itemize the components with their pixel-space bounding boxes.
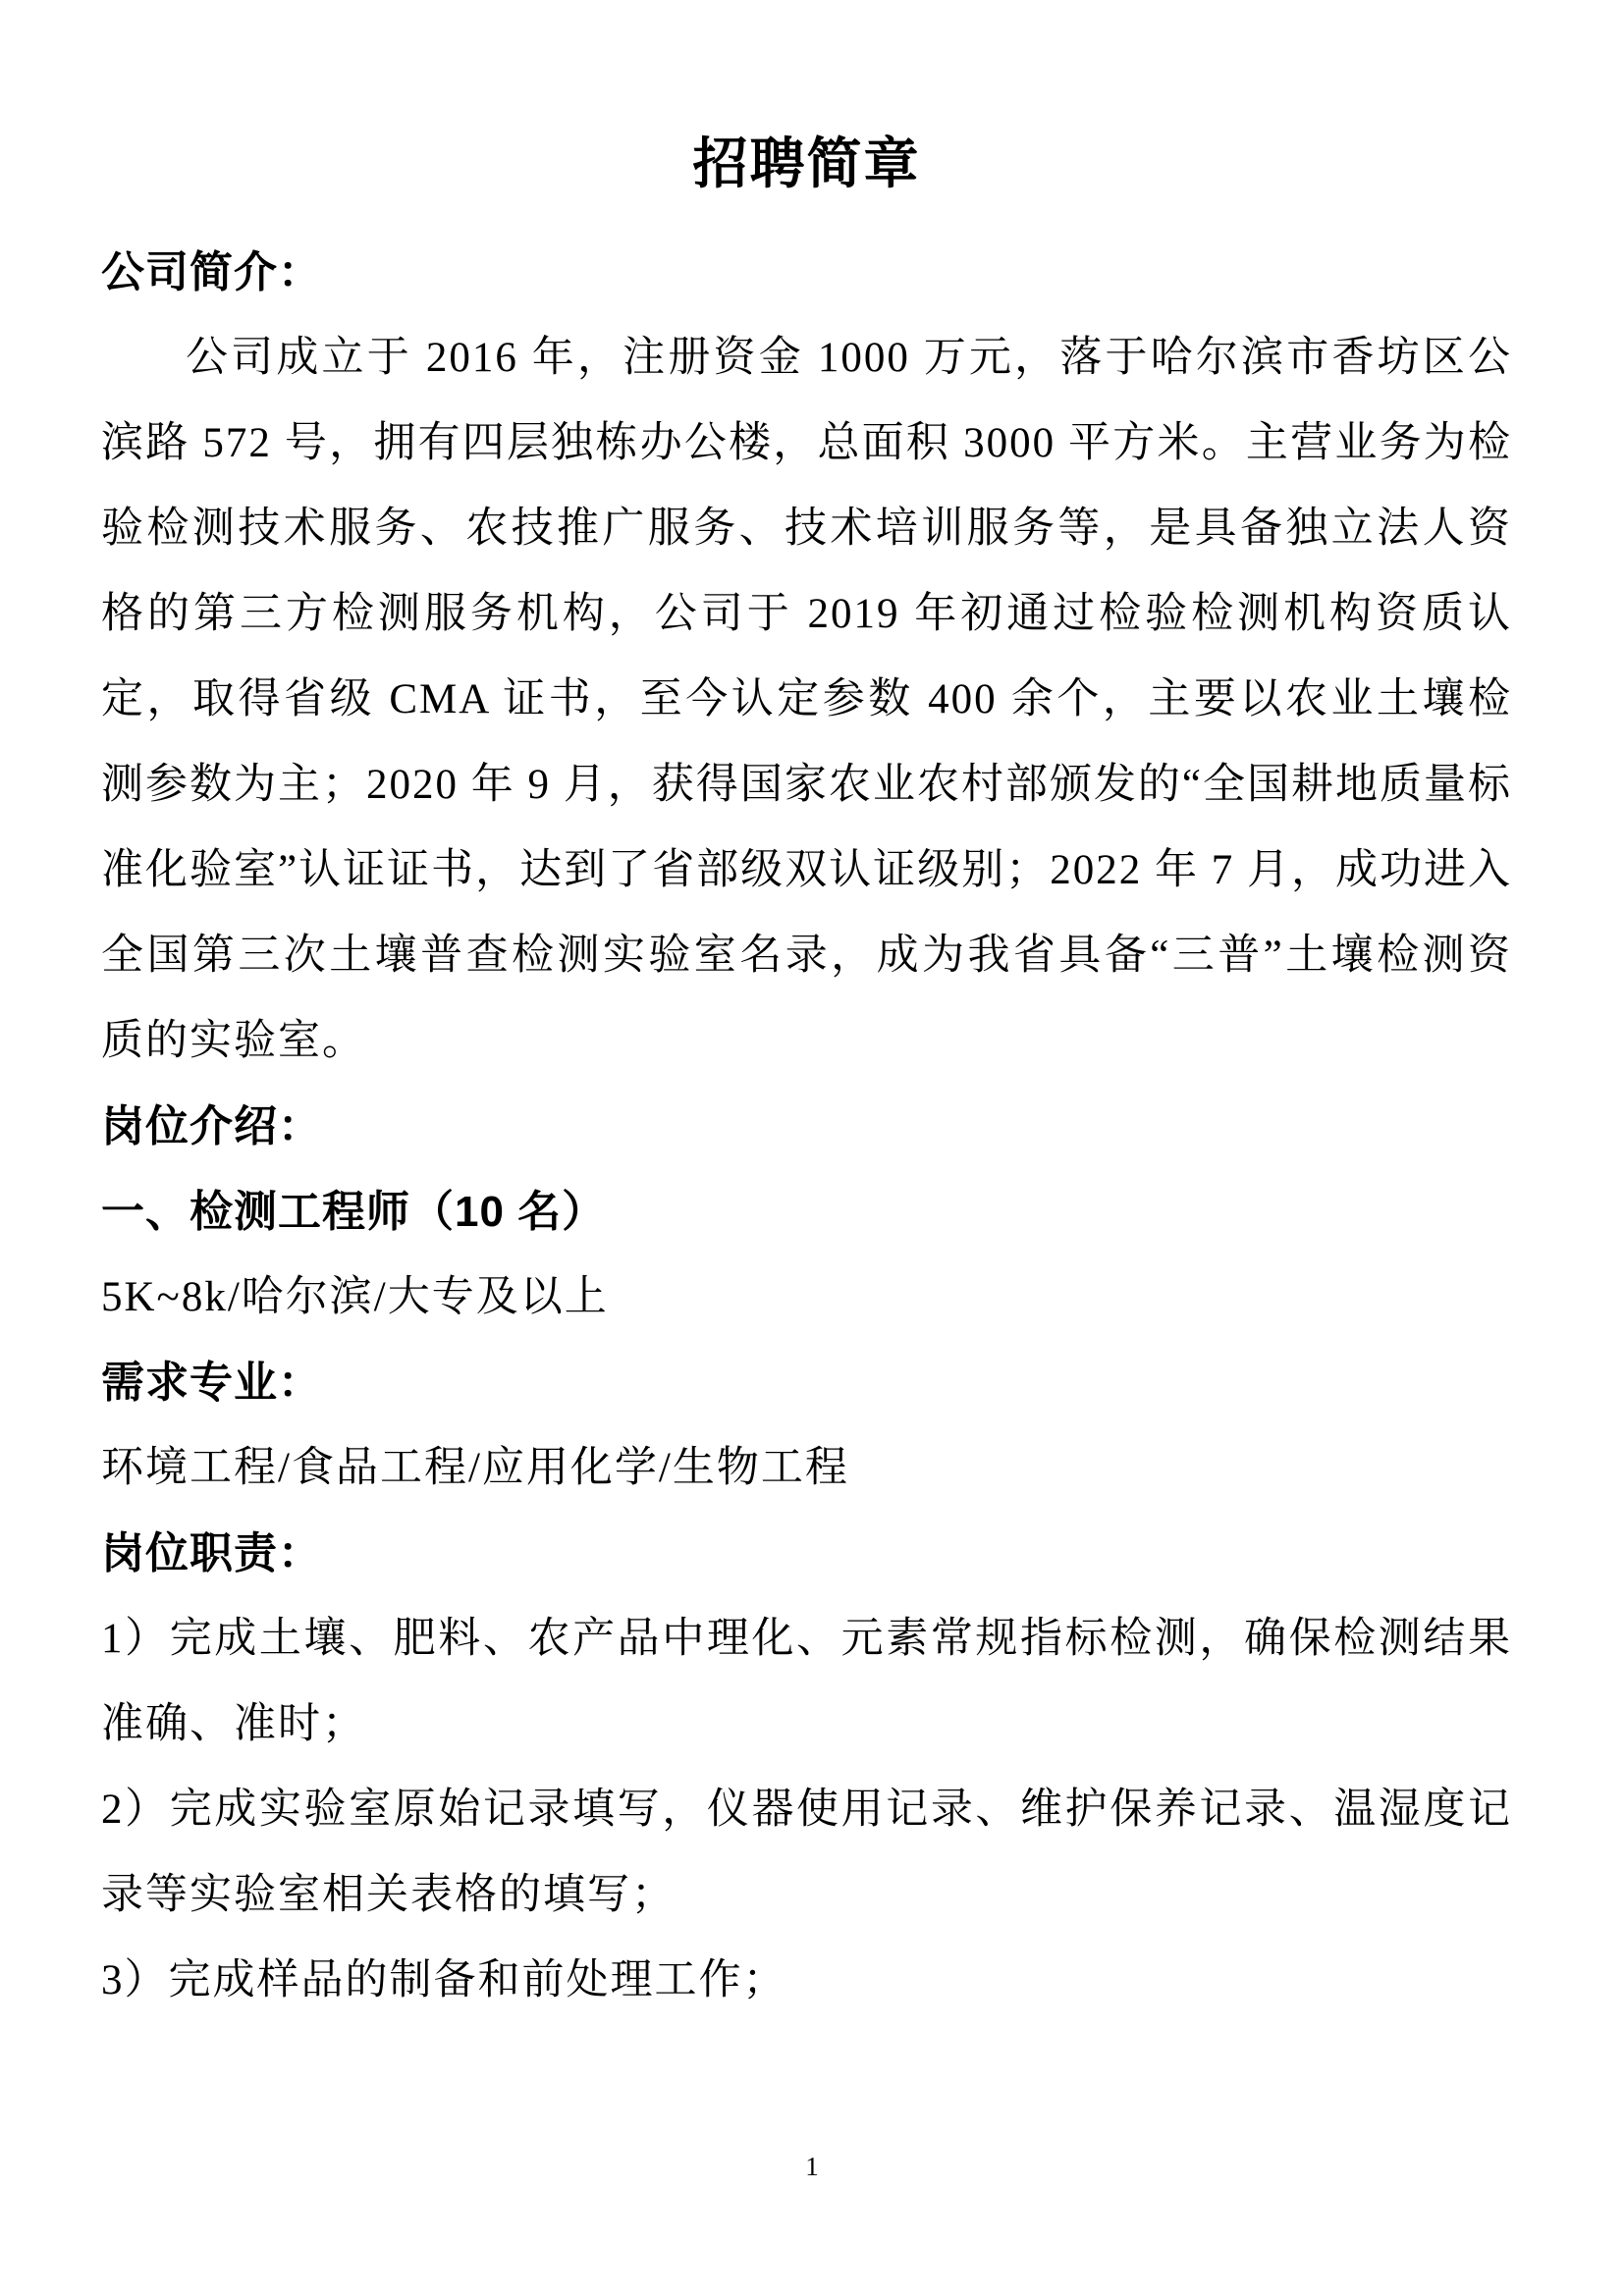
- majors-heading: 需求专业：: [101, 1359, 322, 1407]
- duties-heading: 岗位职责：: [101, 1529, 322, 1577]
- position-summary: 5K~8k/哈尔滨/大专及以上: [101, 1274, 609, 1320]
- position-title: 一、检测工程师（10 名）: [101, 1188, 607, 1236]
- company-intro-heading: 公司简介：: [101, 248, 322, 296]
- duty-item-2: 2）完成实验室原始记录填写，仪器使用记录、维护保养记录、温湿度记录等实验室相关表格的填写；: [101, 1787, 1512, 1918]
- company-intro-paragraph: 公司成立于 2016 年，注册资金 1000 万元，落于哈尔滨市香坊区公滨路 572 号，拥有四层独栋办公楼，总面积 3000 平方米。主营业务为检验检测技术服务、农技推广服务、技术培训服务等，是具备独立法人资格的第三方检测服务机构，公司于 2019 年初通过检验检测机构资质认定，取得省级 CMA 证书，至今认定参数 400 余个，主要以农业土壤检测参数为主；2020 年 9 月，获得国家农业农村部颁发的“全国耕地质量标准化验室”认证证书，达到了省部级双认证级别；2022 年 7 月，成功进入全国第三次土壤普查检测实验室名录，成为我省具备“三普”土壤检测资质的实验室。: [101, 335, 1512, 1064]
- duty-item-1: 1）完成土壤、肥料、农产品中理化、元素常规指标检测，确保检测结果准确、准时；: [101, 1616, 1512, 1747]
- majors-list: 环境工程/食品工程/应用化学/生物工程: [101, 1445, 849, 1491]
- document-title: 招聘简章: [692, 133, 921, 194]
- duty-item-3: 3）完成样品的制备和前处理工作；: [101, 1957, 787, 2003]
- positions-heading: 岗位介绍：: [101, 1102, 322, 1150]
- page-number: 1: [805, 2152, 819, 2181]
